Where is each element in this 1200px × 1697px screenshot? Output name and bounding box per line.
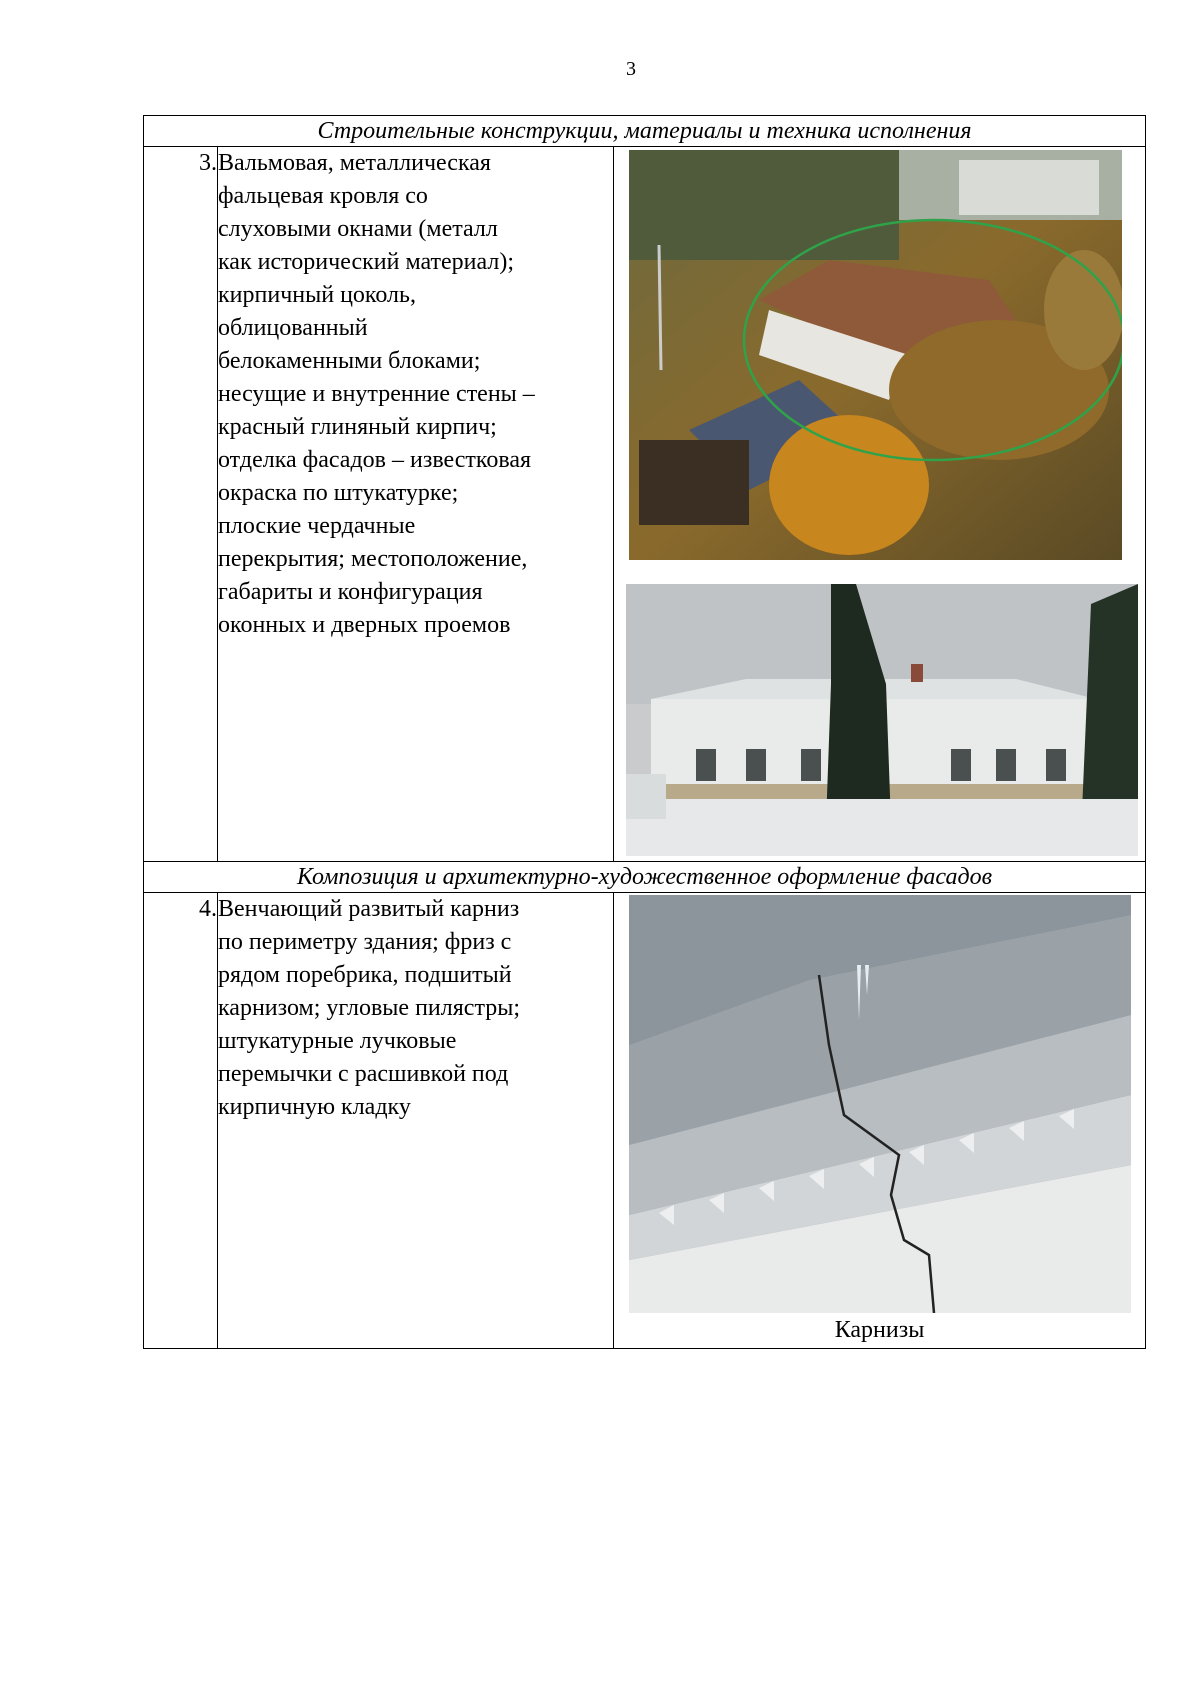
text-line: кирпичный цоколь, [218,282,416,308]
text-line: по периметру здания; фриз с [218,929,512,955]
text-line: Венчающий развитый карниз [218,896,520,922]
text-line: окраска по штукатурке; [218,480,459,506]
text-line: штукатурные лучковые [218,1028,457,1054]
cornice-photo [629,895,1131,1313]
row-description [218,147,614,862]
text-line: рядом поребрика, подшитый [218,962,512,988]
text-line: перемычки с расшивкой под [218,1061,509,1087]
photo-cell [614,893,1146,1349]
text-line: габариты и конфигурация [218,579,483,605]
text-line: белокаменными блоками; [218,348,481,374]
text-line: Вальмовая, металлическая [218,150,491,176]
text-line: плоские чердачные [218,513,416,539]
text-line: кирпичную кладку [218,1094,411,1120]
row-number: 3. [144,147,218,862]
section-heading: Композиция и архитектурно-художественное оформление фасадов [144,862,1146,893]
photo-cell [614,147,1146,862]
page-number: 3 [626,58,636,80]
text-line: несущие и внутренние стены – [218,381,535,407]
text-line: отделка фасадов – известковая [218,447,532,473]
photo-caption: Карнизы [834,1317,925,1343]
attributes-table [143,115,1146,1349]
row-number: 4. [144,893,218,1349]
table-row [144,147,1146,862]
facade-winter-photo [626,584,1138,856]
row-description [218,893,614,1349]
text-line: слуховыми окнами (металл [218,216,498,242]
section-heading: Строительные конструкции, материалы и техника исполнения [144,116,1146,147]
text-line: красный глиняный кирпич; [218,414,497,440]
text-line: облицованный [218,315,368,341]
table-row [144,893,1146,1349]
text-line: оконных и дверных проемов [218,612,511,638]
text-line: перекрытия; местоположение, [218,546,528,572]
text-line: как исторический материал); [218,249,514,275]
text-line: карнизом; угловые пилястры; [218,995,521,1021]
section-heading-row [144,862,1146,893]
text-line: фальцевая кровля со [218,183,428,209]
aerial-roof-photo [629,150,1122,560]
section-heading-row [144,116,1146,147]
